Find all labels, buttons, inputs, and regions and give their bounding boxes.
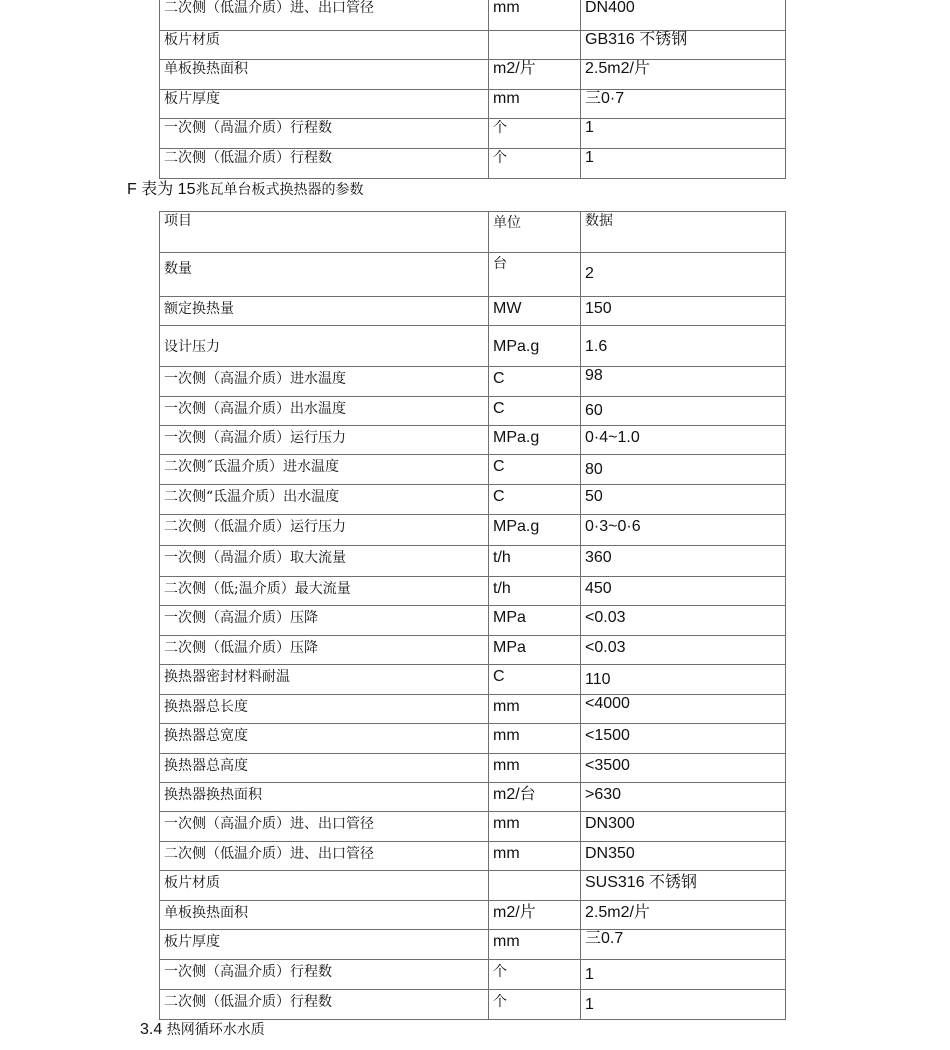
row-item: 一次侧（咼温介质）取大流量 xyxy=(160,546,489,577)
row-value: <0.03 xyxy=(581,606,786,636)
row-value: 110 xyxy=(581,665,786,695)
row-item: 一次侧（高温介质）行程数 xyxy=(160,960,489,990)
row-item: 二次侧（低;温介质）最大流量 xyxy=(160,577,489,606)
row-item: 二次侧（低温介质）进、出口管径 xyxy=(160,842,489,871)
row-item: 一次侧（高温介质）出水温度 xyxy=(160,397,489,426)
table-row xyxy=(160,990,786,1020)
row-value: 50 xyxy=(581,485,786,515)
row-unit: m2/片 xyxy=(489,60,581,90)
row-value: 1 xyxy=(581,149,786,179)
table-row xyxy=(160,426,786,455)
table-row xyxy=(160,901,786,930)
row-value: DN300 xyxy=(581,812,786,842)
row-value: 1 xyxy=(581,960,786,990)
row-item: 换热器总长度 xyxy=(160,695,489,724)
row-unit: C xyxy=(489,367,581,397)
table-row xyxy=(160,842,786,871)
section-title: 热网循环水水质 xyxy=(166,1022,265,1038)
row-unit: 个 xyxy=(489,149,581,179)
row-item: 二次侧˝氐温介质）进水温度 xyxy=(160,455,489,485)
heat-exchanger-table-continued xyxy=(159,0,786,179)
row-unit: 台 xyxy=(489,253,581,297)
row-value: 150 xyxy=(581,297,786,326)
row-unit: m2/片 xyxy=(489,901,581,930)
row-unit: 个 xyxy=(489,119,581,149)
row-item: 换热器总高度 xyxy=(160,754,489,783)
table-header-row xyxy=(160,212,786,253)
row-unit: C xyxy=(489,485,581,515)
row-unit xyxy=(489,871,581,901)
table-row xyxy=(160,871,786,901)
row-unit xyxy=(489,31,581,60)
row-item: 额定换热量 xyxy=(160,297,489,326)
row-item: 板片材质 xyxy=(160,31,489,60)
row-unit: mm xyxy=(489,724,581,754)
row-unit: mm xyxy=(489,754,581,783)
row-unit: C xyxy=(489,397,581,426)
row-item: 板片厚度 xyxy=(160,90,489,119)
row-unit: 个 xyxy=(489,990,581,1020)
table-row xyxy=(160,297,786,326)
row-value: <1500 xyxy=(581,724,786,754)
row-value: 三0.7 xyxy=(581,930,786,960)
row-unit: mm xyxy=(489,695,581,724)
table-row xyxy=(160,119,786,149)
row-unit: mm xyxy=(489,842,581,871)
table-caption xyxy=(127,181,363,199)
table-row xyxy=(160,754,786,783)
table-row xyxy=(160,515,786,546)
row-unit: MPa.g xyxy=(489,426,581,455)
table-row xyxy=(160,31,786,60)
heat-exchanger-parameter-table xyxy=(159,211,786,1020)
row-value: 2 xyxy=(581,253,786,297)
table-row xyxy=(160,695,786,724)
row-value: DN400 xyxy=(581,0,786,31)
caption-prefix: F 表为 15 xyxy=(127,181,196,198)
table-row xyxy=(160,812,786,842)
table-row xyxy=(160,960,786,990)
row-unit: C xyxy=(489,455,581,485)
row-item: 一次侧（高温介质）进水温度 xyxy=(160,367,489,397)
row-item: 二次侧“氐温介质）出水温度 xyxy=(160,485,489,515)
row-item: 二次侧（低温介质）行程数 xyxy=(160,990,489,1020)
table-row xyxy=(160,253,786,297)
table-row xyxy=(160,485,786,515)
header-data: 数据 xyxy=(581,212,786,253)
row-value: 80 xyxy=(581,455,786,485)
table-row xyxy=(160,577,786,606)
row-item: 换热器换热面积 xyxy=(160,783,489,812)
row-value: DN350 xyxy=(581,842,786,871)
header-unit: 单位 xyxy=(489,212,581,253)
section-number: 3.4 xyxy=(140,1021,163,1038)
table-row xyxy=(160,149,786,179)
row-unit: 个 xyxy=(489,960,581,990)
row-unit: MPa.g xyxy=(489,515,581,546)
row-value: 三0·7 xyxy=(581,90,786,119)
row-item: 一次侧（高温介质）进、出口管径 xyxy=(160,812,489,842)
row-unit: mm xyxy=(489,90,581,119)
row-unit: mm xyxy=(489,812,581,842)
row-item: 二次侧（低温介质）进、出口管径 xyxy=(160,0,489,31)
row-unit: MPa xyxy=(489,606,581,636)
row-value: GB316 不锈钢 xyxy=(581,31,786,60)
section-heading xyxy=(140,1021,265,1039)
row-item: 板片厚度 xyxy=(160,930,489,960)
row-item: 一次侧（高温介质）运行压力 xyxy=(160,426,489,455)
row-item: 设计压力 xyxy=(160,326,489,367)
row-unit: m2/台 xyxy=(489,783,581,812)
row-unit: t/h xyxy=(489,577,581,606)
row-item: 二次侧（低温介质）行程数 xyxy=(160,149,489,179)
row-item: 单板换热面积 xyxy=(160,60,489,90)
row-unit: MPa xyxy=(489,636,581,665)
row-item: 二次侧（低温介质）压降 xyxy=(160,636,489,665)
row-value: <0.03 xyxy=(581,636,786,665)
row-value: >630 xyxy=(581,783,786,812)
table-row xyxy=(160,0,786,31)
row-item: 板片材质 xyxy=(160,871,489,901)
row-value: 1.6 xyxy=(581,326,786,367)
row-value: SUS316 不锈钢 xyxy=(581,871,786,901)
row-item: 换热器总宽度 xyxy=(160,724,489,754)
row-value: 2.5m2/片 xyxy=(581,901,786,930)
row-unit: MW xyxy=(489,297,581,326)
table-row xyxy=(160,367,786,397)
row-value: 0·4~1.0 xyxy=(581,426,786,455)
row-unit: mm xyxy=(489,930,581,960)
row-item: 一次侧（咼温介质）行程数 xyxy=(160,119,489,149)
row-item: 数量 xyxy=(160,253,489,297)
table-row xyxy=(160,724,786,754)
row-value: 0·3~0·6 xyxy=(581,515,786,546)
row-value: 1 xyxy=(581,119,786,149)
row-value: <4000 xyxy=(581,695,786,724)
row-value: 360 xyxy=(581,546,786,577)
row-value: 60 xyxy=(581,397,786,426)
row-item: 一次侧（高温介质）压降 xyxy=(160,606,489,636)
row-value: 450 xyxy=(581,577,786,606)
table-row xyxy=(160,783,786,812)
row-value: 2.5m2/片 xyxy=(581,60,786,90)
row-item: 单板换热面积 xyxy=(160,901,489,930)
table-row xyxy=(160,90,786,119)
table-row xyxy=(160,546,786,577)
table-row xyxy=(160,930,786,960)
row-item: 换热器密封材料耐温 xyxy=(160,665,489,695)
row-unit: t/h xyxy=(489,546,581,577)
table-row xyxy=(160,60,786,90)
row-value: 98 xyxy=(581,367,786,397)
row-value: 1 xyxy=(581,990,786,1020)
row-value: <3500 xyxy=(581,754,786,783)
row-unit: C xyxy=(489,665,581,695)
row-item: 二次侧（低温介质）运行压力 xyxy=(160,515,489,546)
header-item: 项目 xyxy=(160,212,489,253)
table-row xyxy=(160,397,786,426)
row-unit: MPa.g xyxy=(489,326,581,367)
table-row xyxy=(160,326,786,367)
table-row xyxy=(160,665,786,695)
table-row xyxy=(160,636,786,665)
caption-text: 兆瓦单台板式换热器的参数 xyxy=(195,182,364,198)
row-unit: mm xyxy=(489,0,581,31)
table-row xyxy=(160,606,786,636)
table-row xyxy=(160,455,786,485)
